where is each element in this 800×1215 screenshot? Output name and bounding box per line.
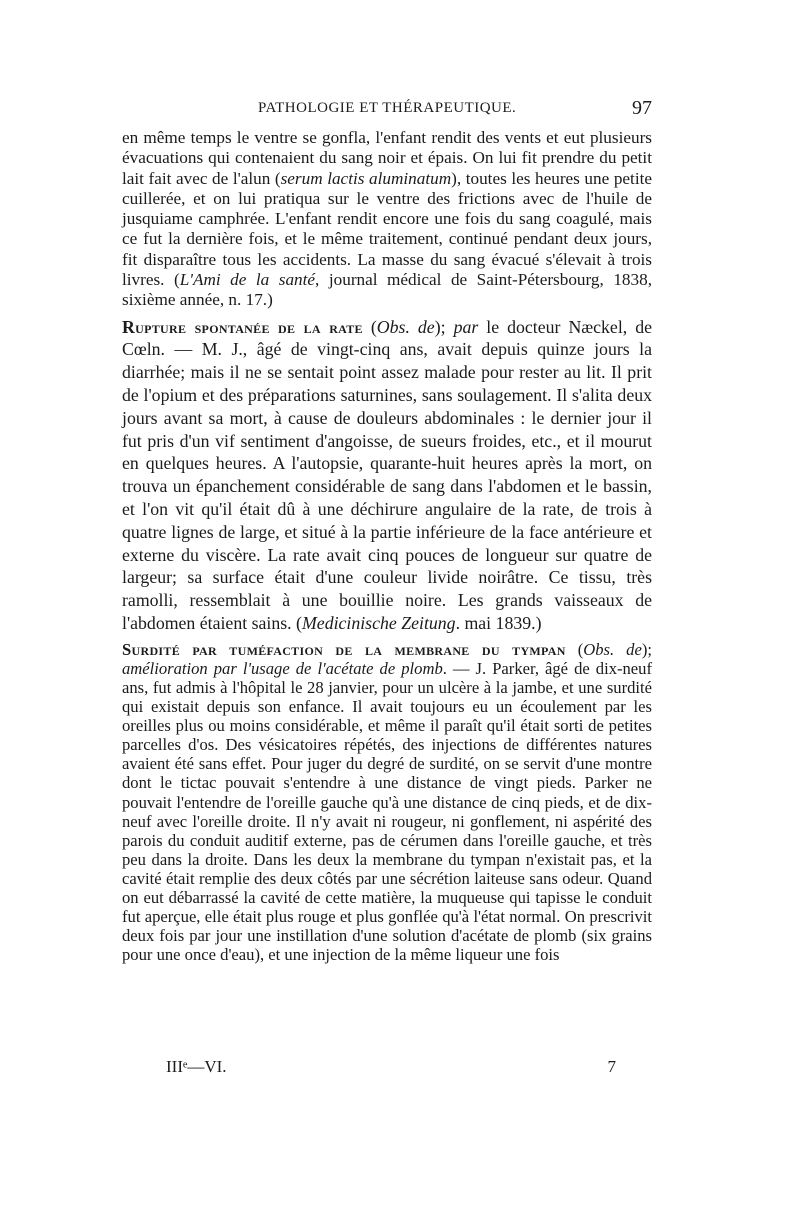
section-heading: Rupture spontanée de la rate <box>122 316 363 337</box>
section1-text-1: ( <box>362 316 377 337</box>
section1-italic-1: Obs. de <box>376 316 435 337</box>
page-header <box>122 97 652 123</box>
section1-text-4: . mai 1839.) <box>455 613 542 634</box>
intro-italic-1: serum lactis aluminatum <box>280 168 452 188</box>
section-heading: Surdité par tuméfaction de la membrane du tympan <box>122 639 566 659</box>
section-rupture-rate <box>122 316 652 635</box>
signature-number: 7 <box>607 1057 616 1076</box>
page-number: 97 <box>632 97 652 119</box>
intro-text-2: ), toutes les heures une petite cuillerée, et on lui pratiqua sur le ventre des frictions avec de l'huile de jusquiame camphrée. L'enfant rendit encore une fois du sang coagulé, mais ce fut la dernière fois, et le même traitement, continué pendant deux jours, fit disparaître tous les accidents. La masse du sang évacué s'élevait à trois livres. ( <box>122 168 652 290</box>
page-body <box>122 128 652 964</box>
section1-italic-3: Medicinische Zeitung <box>301 613 456 634</box>
signature-mark: IIIᵉ—VI. <box>166 1057 227 1076</box>
section2-text-2: ); <box>641 639 652 659</box>
intro-text-3: , journal médical de Saint-Pétersbourg, 1838, sixième année, n. 17.) <box>122 270 652 310</box>
section2-text-1: ( <box>565 639 584 659</box>
intro-italic-2: L'Ami de la santé <box>179 270 316 290</box>
section1-italic-2: par <box>453 316 479 337</box>
section2-italic-2: amélioration par l'usage de l'acétate de plomb <box>122 658 443 678</box>
section2-text-3: . — J. Parker, âgé de dix-neuf ans, fut admis à l'hôpital le 28 janvier, pour un ulcère à la jambe, et une surdité qui existait depuis son enfance. Il avait toujours eu un écoulement par les oreilles plus ou moins considérable, et même il paraît qu'il était sorti de petites parcelles d'os. Des vésicatoires répétés, des injections de différentes natures avaient été sans effet. Pour juger du degré de surdité, on se servit d'une montre dont le tictac pouvait s'entendre à une distance de vingt pieds. Parker ne pouvait l'entendre de l'oreille gauche qu'à une distance de cinq pieds, et de dix-neuf avec l'oreille droite. Il n'y avait ni rougeur, ni gonflement, ni aspérité des parois du conduit auditif externe, pas de cérumen dans l'oreille gauche, et très peu dans la droite. Dans les deux la membrane du tympan n'existait pas, et la cavité était remplie des deux côtés par une sécrétion laiteuse sans odeur. Quand on eut débarrassé la cavité de cette matière, la muqueuse qui tapisse le conduit fut aperçue, elle était plus rouge et plus gonflée qu'à l'état normal. On prescrivit deux fois par jour une instillation d'une solution d'acétate de plomb (six grains pour une once d'eau), et une injection de la même liqueur une fois <box>122 658 652 965</box>
section2-italic-1: Obs. de <box>583 639 642 659</box>
intro-paragraph <box>122 128 652 311</box>
page-footer <box>166 1057 616 1081</box>
intro-text-1: en même temps le ventre se gonfla, l'enfant rendit des vents et eut plusieurs évacuations qui contenaient du sang noir et épais. On lui fit prendre du petit lait fait avec de l'alun ( <box>122 128 652 188</box>
running-title: PATHOLOGIE ET THÉRAPEUTIQUE. <box>258 100 517 116</box>
section-surdite-tympan <box>122 640 652 965</box>
section1-text-2: ); <box>434 316 454 337</box>
section1-text-3: le docteur Næckel, de Cœln. — M. J., âgé de vingt-cinq ans, avait depuis quinze jours la diarrhée; mais il ne se sentait point assez malade pour rester au lit. Il prit de l'opium et des préparations saturnines, sans soulagement. Il s'alita deux jours avant sa mort, à cause de douleurs abdominales : le dernier jour il fut pris d'un vif sentiment d'angoisse, de sueurs froides, etc., et il mourut en quelques heures. A l'autopsie, quarante-huit heures après la mort, on trouva un épanchement considérable de sang dans l'abdomen et le bassin, et l'on vit qu'il était dû à une déchirure angulaire de la rate, de trois à quatre lignes de large, et situé à la partie inférieure de la face antérieure et externe du viscère. La rate avait cinq pouces de longueur sur quatre de largeur; sa surface était d'une couleur livide noirâtre. Ce tissu, très ramolli, ressemblait à une bouillie noire. Les grands vaisseaux de l'abdomen étaient sains. ( <box>122 316 652 634</box>
